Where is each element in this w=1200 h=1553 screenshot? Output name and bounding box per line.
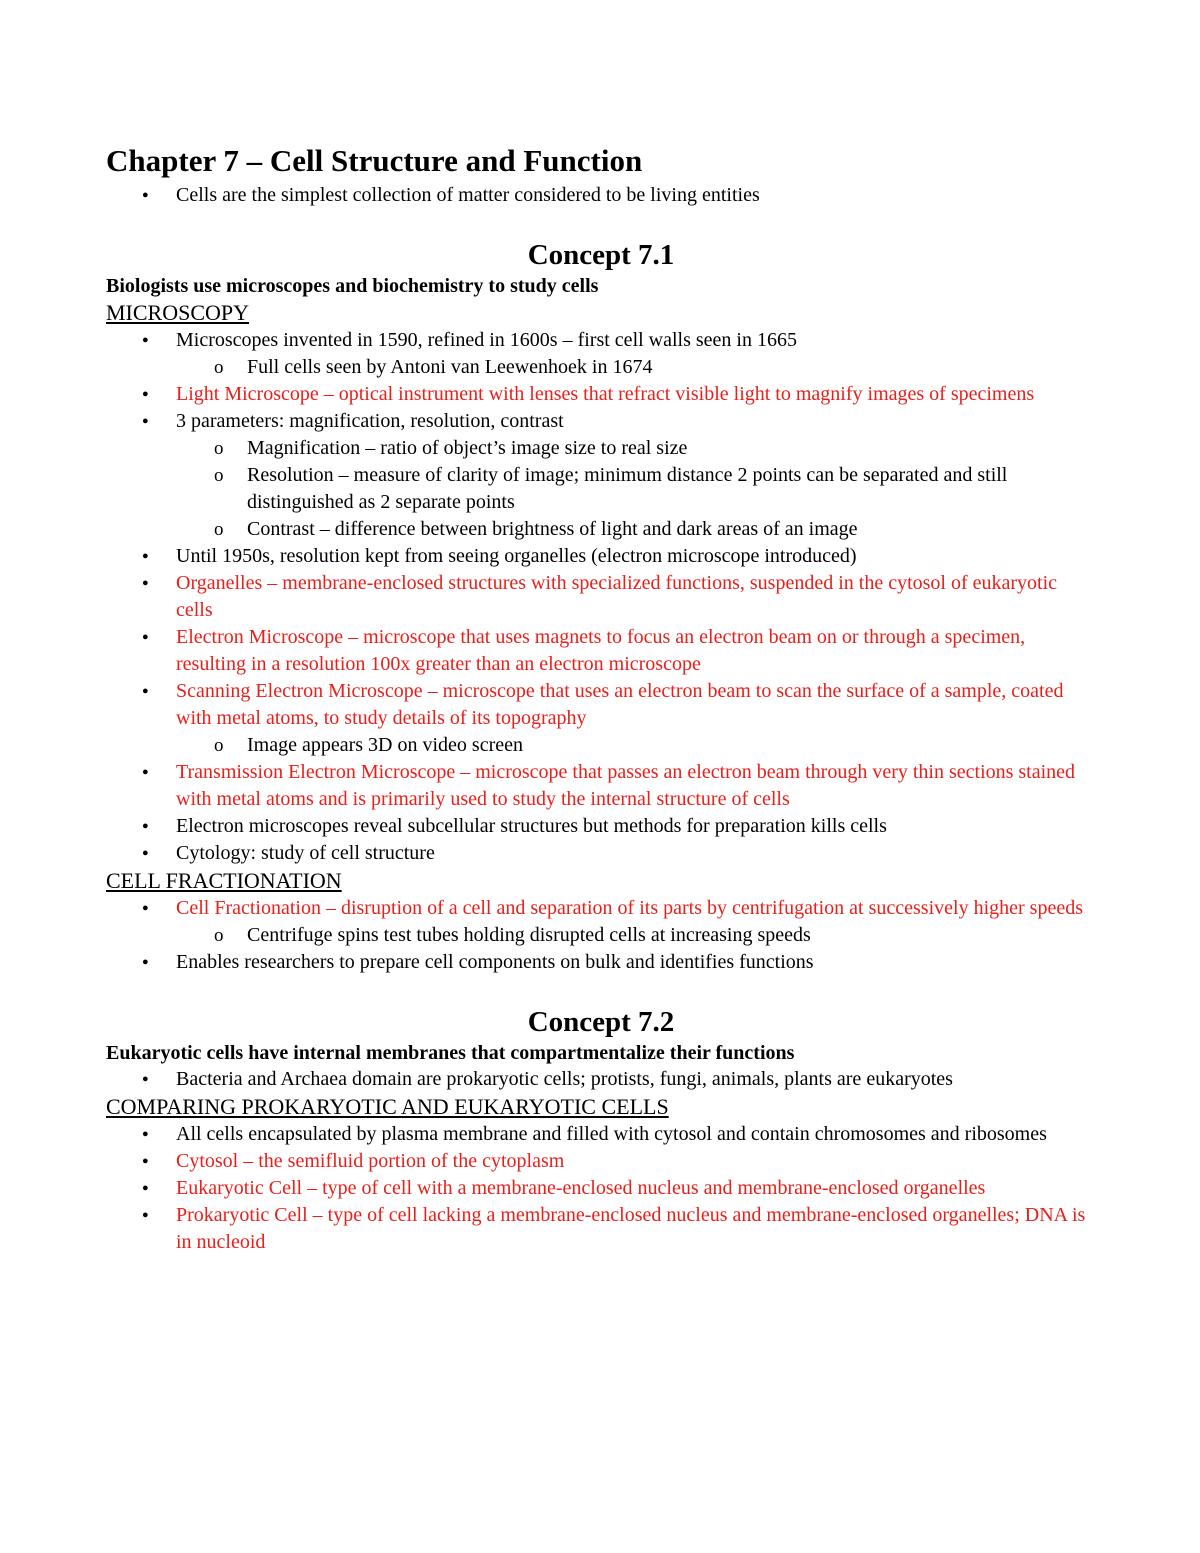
list-item: ● 3 parameters: magnification, resolution, contrast	[106, 408, 1096, 435]
concept2-intro-list	[106, 1066, 1096, 1093]
list-item: ● Bacteria and Archaea domain are prokaryotic cells; protists, fungi, animals, plants are eukaryotes	[106, 1066, 1096, 1093]
definition-item: ● Organelles – membrane-enclosed structures with specialized functions, suspended in the cytosol of eukaryotic cells	[106, 570, 1096, 624]
section-heading: COMPARING PROKARYOTIC AND EUKARYOTIC CELLS	[106, 1094, 669, 1119]
section-heading: MICROSCOPY	[106, 300, 250, 325]
list-item: ● Until 1950s, resolution kept from seeing organelles (electron microscope introduced)	[106, 543, 1096, 570]
definition-item: ● Prokaryotic Cell – type of cell lacking a membrane-enclosed nucleus and membrane-enclosed organelles; DNA is in nucleoid	[106, 1202, 1096, 1256]
definition-item: ● Cell Fractionation – disruption of a cell and separation of its parts by centrifugation at successively higher speeds	[106, 895, 1096, 922]
list-item: ● Enables researchers to prepare cell components on bulk and identifies functions	[106, 949, 1096, 976]
microscopy-list	[106, 327, 1096, 867]
list-item: ● Electron microscopes reveal subcellular structures but methods for preparation kills cells	[106, 813, 1096, 840]
definition-item: ● Electron Microscope – microscope that uses magnets to focus an electron beam on or through a specimen, resulting in a resolution 100x greater than an electron microscope	[106, 624, 1096, 678]
list-item: ● Cytology: study of cell structure	[106, 840, 1096, 867]
list-item: ● All cells encapsulated by plasma membrane and filled with cytosol and contain chromosomes and ribosomes	[106, 1121, 1096, 1148]
intro-list	[106, 182, 1096, 209]
fractionation-list	[106, 895, 1096, 976]
list-subitem: o Contrast – difference between brightness of light and dark areas of an image	[106, 516, 1096, 543]
document-page	[106, 140, 1096, 1256]
list-item: ● Cells are the simplest collection of matter considered to be living entities	[106, 182, 1096, 209]
list-subitem: o Full cells seen by Antoni van Leewenhoek in 1674	[106, 354, 1096, 381]
list-subitem: o Centrifuge spins test tubes holding disrupted cells at increasing speeds	[106, 922, 1096, 949]
list-subitem: o Image appears 3D on video screen	[106, 732, 1096, 759]
definition-item: ● Light Microscope – optical instrument with lenses that refract visible light to magnify images of specimens	[106, 381, 1096, 408]
section-heading: CELL FRACTIONATION	[106, 868, 342, 893]
chapter-title: Chapter 7 – Cell Structure and Function	[106, 143, 643, 178]
concept-subtitle: Biologists use microscopes and biochemistry to study cells	[106, 275, 599, 297]
definition-item: ● Eukaryotic Cell – type of cell with a membrane-enclosed nucleus and membrane-enclosed organelles	[106, 1175, 1096, 1202]
definition-item: ● Cytosol – the semifluid portion of the cytoplasm	[106, 1148, 1096, 1175]
definition-item: ● Transmission Electron Microscope – microscope that passes an electron beam through very thin sections stained with metal atoms and is primarily used to study the internal structure of cells	[106, 759, 1096, 813]
concept-subtitle: Eukaryotic cells have internal membranes that compartmentalize their functions	[106, 1042, 795, 1064]
comparison-list	[106, 1121, 1096, 1256]
list-item: ● Microscopes invented in 1590, refined in 1600s – first cell walls seen in 1665	[106, 327, 1096, 354]
concept-heading: Concept 7.2	[527, 1006, 675, 1038]
definition-item: ● Scanning Electron Microscope – microscope that uses an electron beam to scan the surface of a sample, coated with metal atoms, to study details of its topography	[106, 678, 1096, 732]
list-subitem: o Resolution – measure of clarity of image; minimum distance 2 points can be separated and still distinguished as 2 separate points	[106, 462, 1096, 516]
list-subitem: o Magnification – ratio of object’s image size to real size	[106, 435, 1096, 462]
concept-heading: Concept 7.1	[527, 239, 675, 271]
